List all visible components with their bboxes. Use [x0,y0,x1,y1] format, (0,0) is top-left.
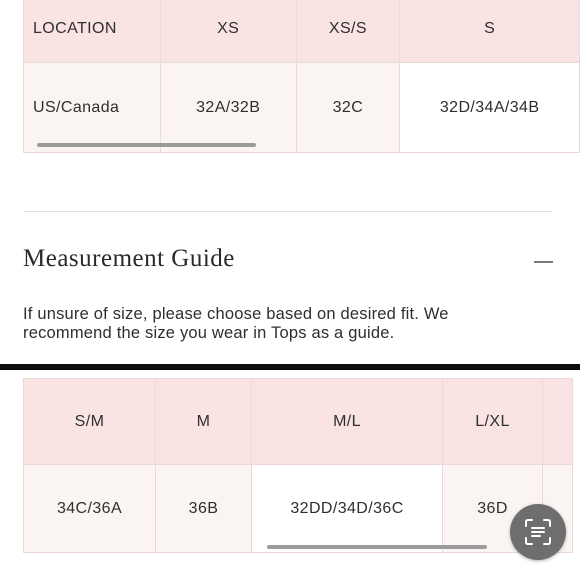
table-header-row [24,0,580,63]
cell-location-us-canada: US/Canada [24,63,161,153]
guide-text-line: recommend the size you wear in Tops as a guide. [23,324,395,342]
bottom-panel [0,370,580,580]
header-m-l: M/L [252,379,443,465]
cell-s-m: 34C/36A [24,465,156,553]
minus-icon[interactable] [534,250,554,274]
table-row [24,63,580,153]
size-chart-table-top [23,0,580,153]
cell-xs-s: 32C [296,63,400,153]
scrollbar-thumb[interactable] [267,545,487,549]
table-header-row [24,379,573,465]
text-reader-button[interactable] [510,504,566,560]
cell-m: 36B [156,465,252,553]
header-s: S [400,0,580,63]
size-chart-table-bottom [23,378,573,553]
measurement-guide-text [23,305,543,343]
table-scrollbar-top[interactable] [37,143,437,147]
cell-xs: 32A/32B [160,63,296,153]
header-m: M [156,379,252,465]
text-reader-icon [523,517,553,547]
scrollbar-thumb[interactable] [37,143,256,147]
guide-text-line: If unsure of size, please choose based on desired fit. We [23,305,449,323]
header-location: LOCATION [24,0,161,63]
section-divider [23,211,553,212]
cell-s: 32D/34A/34B [400,63,580,153]
table-scrollbar-bottom[interactable] [267,545,487,549]
header-s-m: S/M [24,379,156,465]
header-xs-s: XS/S [296,0,400,63]
measurement-guide-title: Measurement Guide [23,245,235,272]
cell-l-xl: 36D [443,465,543,553]
cell-m-l: 32DD/34D/36C [252,465,443,553]
table-row [24,465,573,553]
header-xs: XS [160,0,296,63]
header-next-partial [543,379,573,465]
header-l-xl: L/XL [443,379,543,465]
